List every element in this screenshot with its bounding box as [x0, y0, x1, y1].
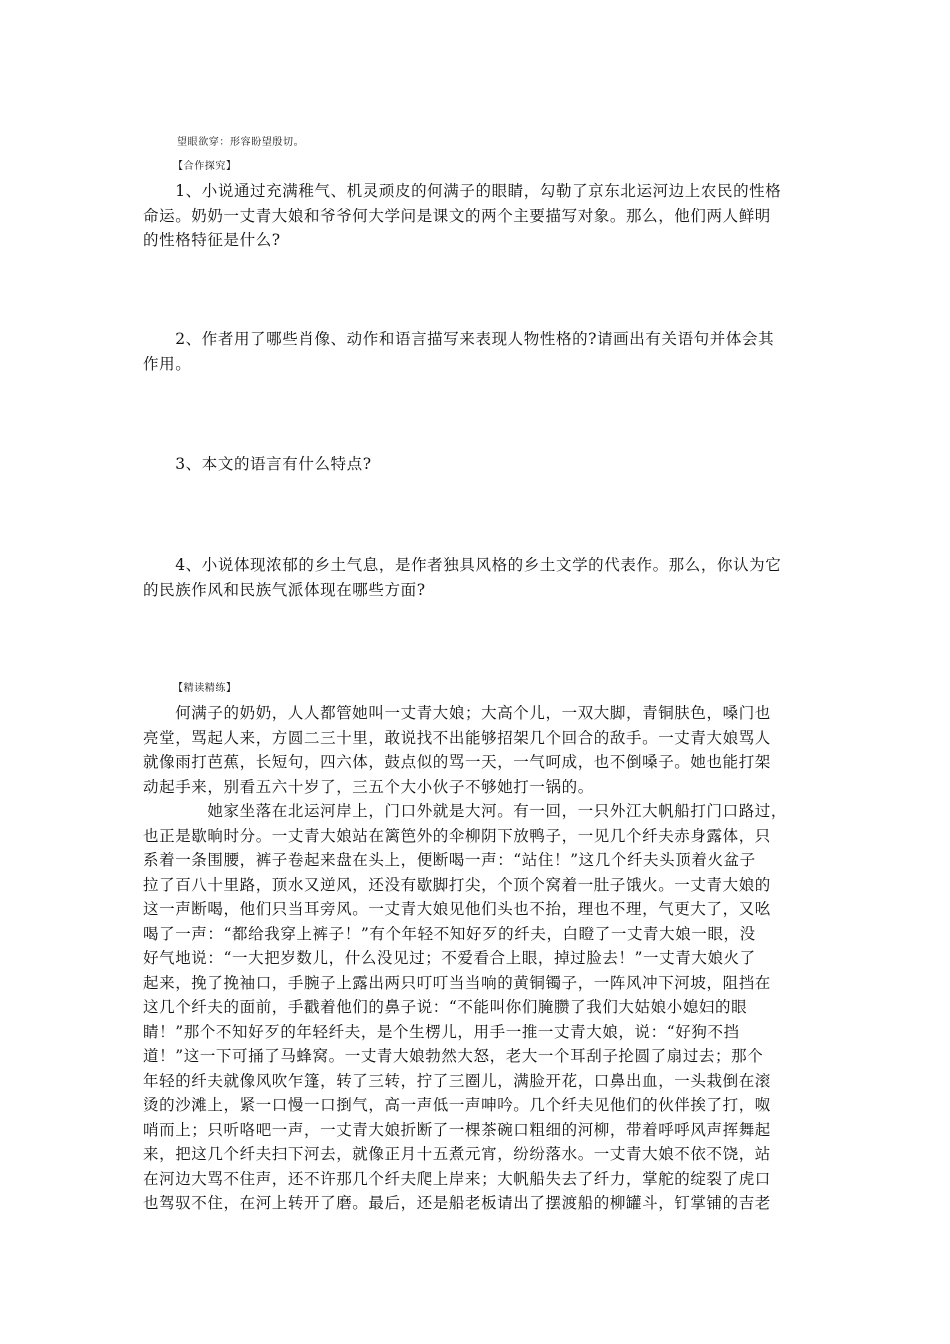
reading-line: 也驾驭不住，在河上转开了磨。最后，还是船老板请出了摆渡船的柳罐斗，钉掌铺的吉老 — [143, 1194, 771, 1212]
section-heading-coop — [173, 155, 845, 180]
reading-line: 在河边大骂不住声，还不许那几个纤夫爬上岸来；大帆船失去了纤力，掌舵的绽裂了虎口 — [143, 1169, 771, 1188]
reading-line: 睛！”那个不知好歹的年轻纤夫，是个生楞儿，用手一推一丈青大娘，说：“好狗不挡 — [143, 1022, 740, 1041]
question-3 — [143, 452, 815, 477]
reading-line: 就像雨打芭蕉，长短句，四六体，鼓点似的骂一天，一气呵成，也不倒嗓子。她也能打架 — [143, 753, 771, 771]
question-4-line: 4、小说体现浓郁的乡土气息，是作者独具风格的乡土文学的代表作。那么，你认为它 — [143, 556, 782, 574]
reading-line: 年轻的纤夫就像风吹乍篷，转了三转，拧了三圈儿，满脸开花，口鼻出血，一头栽倒在滚 — [143, 1071, 771, 1090]
definition-text: 望眼欲穿：形容盼望殷切。 — [177, 137, 305, 148]
reading-line: 这一声断喝，他们只当耳旁风。一丈青大娘见他们头也不抬，理也不理，气更大了，又吆 — [143, 900, 771, 918]
question-1-line: 命运。奶奶一丈青大娘和爷爷何大学问是课文的两个主要描写对象。那么，他们两人鲜明 — [143, 206, 771, 225]
reading-line: 道！”这一下可捅了马蜂窝。一丈青大娘勃然大怒，老大一个耳刮子抡圆了扇过去；那个 — [143, 1047, 764, 1065]
reading-line: 何满子的奶奶，人人都管她叫一丈青大娘；大高个儿，一双大脚，青铜肤色，嗓门也 — [143, 704, 771, 722]
reading-paragraph-2 — [143, 799, 815, 1216]
section-heading-reading-text: 【精读精练】 — [173, 683, 237, 694]
reading-line: 系着一条围腰，裤子卷起来盘在头上，便断喝一声：“站住！”这几个纤夫头顶着火盆子 — [143, 851, 756, 869]
reading-line: 动起手来，别看五六十岁了，三五个大小伙子不够她打一锅的。 — [143, 777, 594, 796]
definition-line — [177, 131, 849, 156]
question-3-line: 3、本文的语言有什么特点? — [143, 455, 372, 473]
reading-line: 亮堂，骂起人来，方圆二三十里，敢说找不出能够招架几个回合的敌手。一丈青大娘骂人 — [143, 728, 771, 747]
reading-line: 好气地说：“一大把岁数儿，什么没见过；不爱看合上眼，掉过脸去！”一丈青大娘火了 — [143, 949, 756, 967]
question-1-line: 的性格特征是什么? — [143, 231, 281, 249]
reading-line: 喝了一声：“都给我穿上裤子！”有个年轻不知好歹的纤夫，白瞪了一丈青大娘一眼，没 — [143, 924, 756, 943]
question-4-line: 的民族作风和民族气派体现在哪些方面? — [143, 580, 426, 599]
question-4 — [143, 553, 815, 602]
question-1-line: 1、小说通过充满稚气、机灵顽皮的何满子的眼睛，勾勒了京东北运河边上农民的性格 — [143, 182, 782, 200]
reading-line: 烫的沙滩上，紧一口慢一口捯气，高一声低一声呻吟。几个纤夫见他们的伙伴挨了打，呶 — [143, 1096, 771, 1114]
question-1 — [143, 179, 815, 253]
section-heading-reading — [173, 677, 845, 702]
reading-line: 也正是歇晌时分。一丈青大娘站在篱笆外的伞柳阴下放鸭子，一见几个纤夫赤身露体，只 — [143, 826, 771, 845]
reading-line: 她家坐落在北运河岸上，门口外就是大河。有一回，一只外江大帆船打门口路过， — [143, 802, 788, 820]
question-2-line: 作用。 — [143, 354, 192, 373]
reading-line: 来，把这几个纤夫扫下河去，就像正月十五煮元宵，纷纷落水。一丈青大娘不依不饶，站 — [143, 1145, 771, 1163]
question-2-line: 2、作者用了哪些肖像、动作和语言描写来表现人物性格的?请画出有关语句并体会其 — [143, 330, 775, 348]
section-heading-coop-text: 【合作探究】 — [173, 161, 237, 172]
reading-paragraph-1 — [143, 701, 815, 799]
question-2 — [143, 327, 815, 376]
reading-line: 这几个纤夫的面前，手戳着他们的鼻子说：“不能叫你们腌臜了我们大姑娘小媳妇的眼 — [143, 998, 748, 1016]
reading-line: 哨而上；只听咯吧一声，一丈青大娘折断了一棵茶碗口粗细的河柳，带着呼呼风声挥舞起 — [143, 1120, 771, 1139]
reading-line: 起来，挽了挽袖口，手腕子上露出两只叮叮当当响的黄铜镯子，一阵风冲下河坡，阻挡在 — [143, 973, 771, 992]
reading-line: 拉了百八十里路，顶水又逆风，还没有歇脚打尖，个顶个窝着一肚子饿火。一丈青大娘的 — [143, 875, 771, 894]
